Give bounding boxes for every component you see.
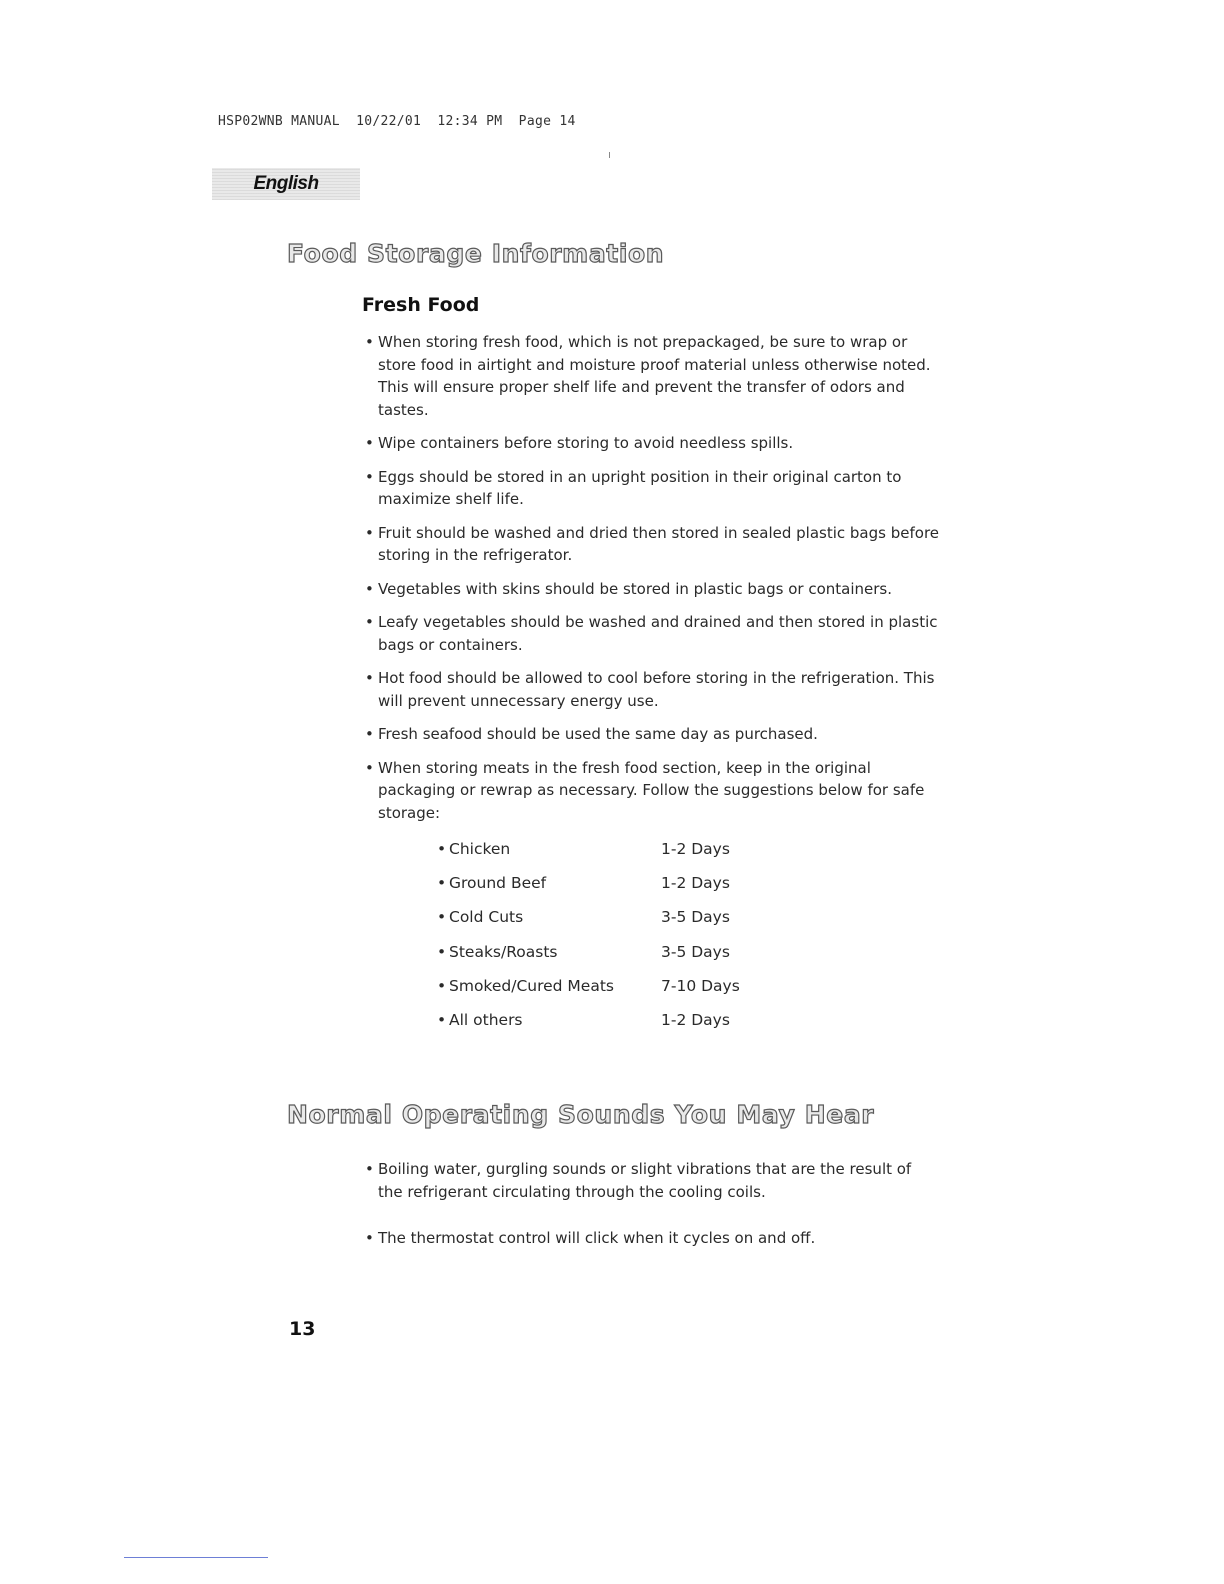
list-item: • Boiling water, gurgling sounds or slight vibrations that are the result of the refrigerant circulating through the cooling coils. xyxy=(365,1158,940,1203)
list-item: • Wipe containers before storing to avoid needless spills. xyxy=(365,432,940,455)
list-item: • The thermostat control will click when it cycles on and off. xyxy=(365,1227,940,1250)
table-row xyxy=(437,840,777,874)
meat-item: • Steaks/Roasts xyxy=(437,943,661,961)
list-item: • Fruit should be washed and dried then stored in sealed plastic bags before storing in the refrigerator. xyxy=(365,522,940,567)
meat-storage-table xyxy=(437,840,777,1045)
operating-sounds-title: Normal Operating Sounds You May Hear xyxy=(287,1100,875,1129)
table-row xyxy=(437,1011,777,1045)
meat-item: • All others xyxy=(437,1011,661,1029)
operating-sounds-list xyxy=(365,1158,940,1274)
list-item: • Vegetables with skins should be stored in plastic bags or containers. xyxy=(365,578,940,601)
meat-days: 3-5 Days xyxy=(661,942,730,961)
meat-item: • Cold Cuts xyxy=(437,908,661,926)
fresh-food-subheading: Fresh Food xyxy=(362,294,480,316)
list-item: • Fresh seafood should be used the same day as purchased. xyxy=(365,723,940,746)
table-row xyxy=(437,943,777,977)
list-item: • Hot food should be allowed to cool before storing in the refrigeration. This will prevent unnecessary energy use. xyxy=(365,667,940,712)
meat-days: 3-5 Days xyxy=(661,908,730,927)
meat-days: 7-10 Days xyxy=(661,976,740,995)
list-item: • When storing fresh food, which is not prepackaged, be sure to wrap or store food in airtight and moisture proof material unless otherwise noted. This will ensure proper shelf life and prevent the transfer of odors and tastes. xyxy=(365,331,940,421)
meat-item: • Ground Beef xyxy=(437,874,661,892)
list-item: • When storing meats in the fresh food section, keep in the original packaging or rewrap as necessary. Follow the suggestions below for safe storage: xyxy=(365,757,940,825)
table-row xyxy=(437,908,777,942)
crop-mark xyxy=(609,152,610,158)
language-tab xyxy=(212,168,360,200)
language-tab-label: English xyxy=(253,173,319,194)
meat-item: • Smoked/Cured Meats xyxy=(437,977,661,995)
meat-days: 1-2 Days xyxy=(661,840,730,858)
table-row xyxy=(437,874,777,908)
page-number: 13 xyxy=(289,1318,316,1340)
print-header: HSP02WNB MANUAL 10/22/01 12:34 PM Page 14 xyxy=(218,114,576,129)
footer-rule xyxy=(124,1557,268,1558)
meat-item: • Chicken xyxy=(437,840,661,858)
list-item: • Eggs should be stored in an upright position in their original carton to maximize shelf life. xyxy=(365,466,940,511)
fresh-food-list xyxy=(365,331,940,835)
food-storage-title: Food Storage Information xyxy=(287,239,665,268)
list-item: • Leafy vegetables should be washed and drained and then stored in plastic bags or containers. xyxy=(365,611,940,656)
meat-days: 1-2 Days xyxy=(661,874,730,893)
table-row xyxy=(437,977,777,1011)
meat-days: 1-2 Days xyxy=(661,1010,730,1029)
